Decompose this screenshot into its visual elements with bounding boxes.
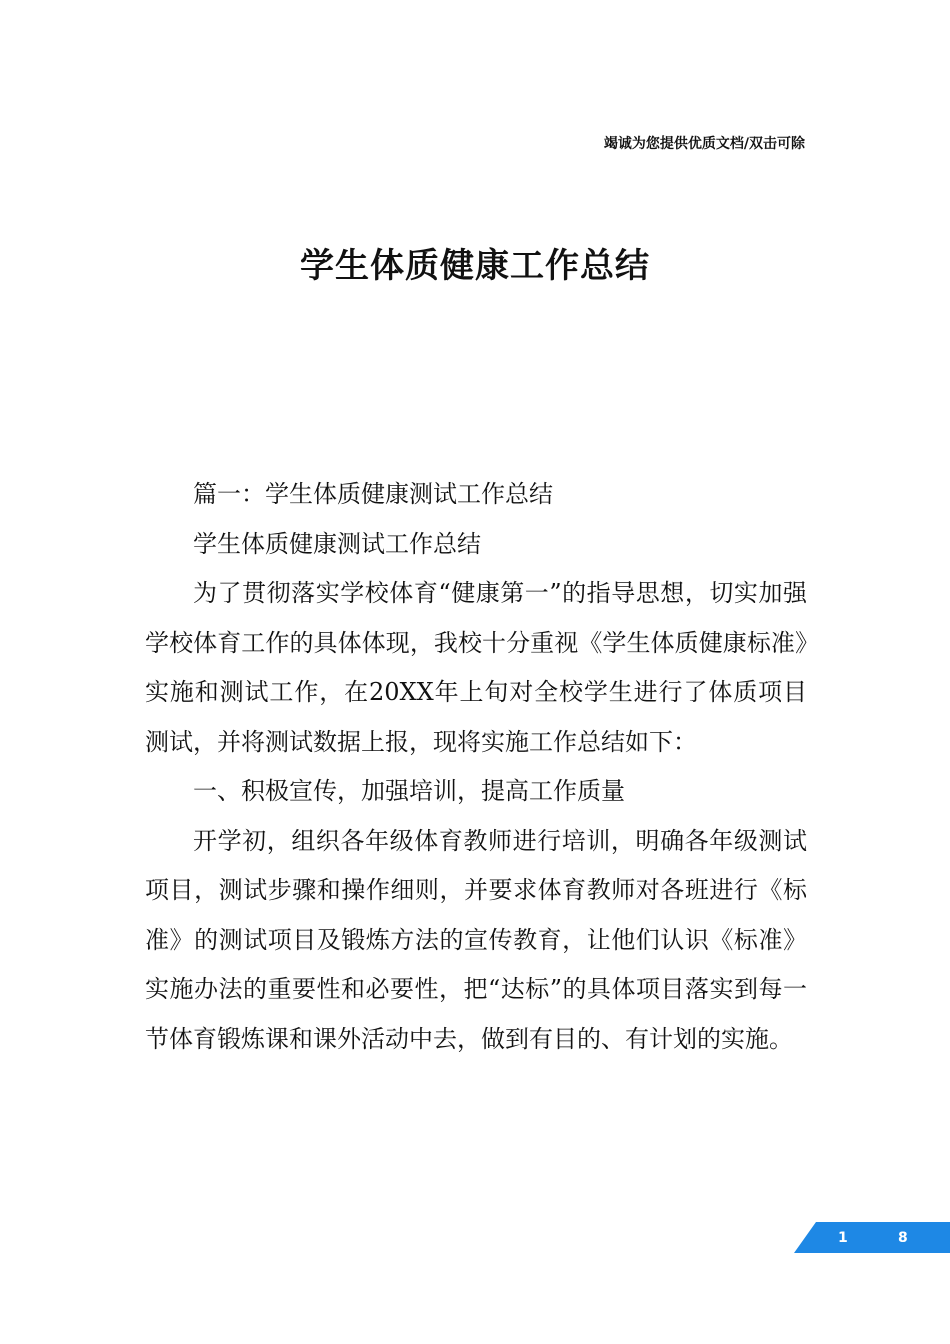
- document-title: 学生体质健康工作总结: [300, 246, 650, 286]
- document-body: [145, 470, 807, 1064]
- section-heading: 一、积极宣传，加强培训，提高工作质量: [193, 777, 625, 805]
- section-heading: 篇一：学生体质健康测试工作总结: [193, 480, 553, 508]
- body-paragraph: 开学初，组织各年级体育教师进行培训，明确各年级测试项目，测试步骤和操作细则，并要求体育教师对各班进行《标准》的测试项目及锻炼方法的宣传教育，让他们认识《标准》实施办法的重要性和必要性，把“达标”的具体项目落实到每一节体育锻炼课和课外活动中去，做到有目的、有计划的实施。: [145, 826, 807, 1053]
- page-total-number: 8: [898, 1230, 908, 1246]
- page-current-number: 1: [838, 1230, 848, 1246]
- header-note: 竭诚为您提供优质文档/双击可除: [603, 136, 805, 152]
- subtitle: 学生体质健康测试工作总结: [193, 529, 481, 558]
- page-number-tab: [794, 1222, 950, 1253]
- body-paragraph: 为了贯彻落实学校体育“健康第一”的指导思想，切实加强学校体育工作的具体体现，我校十分重视《学生体质健康标准》实施和测试工作，在20XX年上旬对全校学生进行了体质项目测试，并将测试数据上报，现将实施工作总结如下：: [145, 579, 807, 756]
